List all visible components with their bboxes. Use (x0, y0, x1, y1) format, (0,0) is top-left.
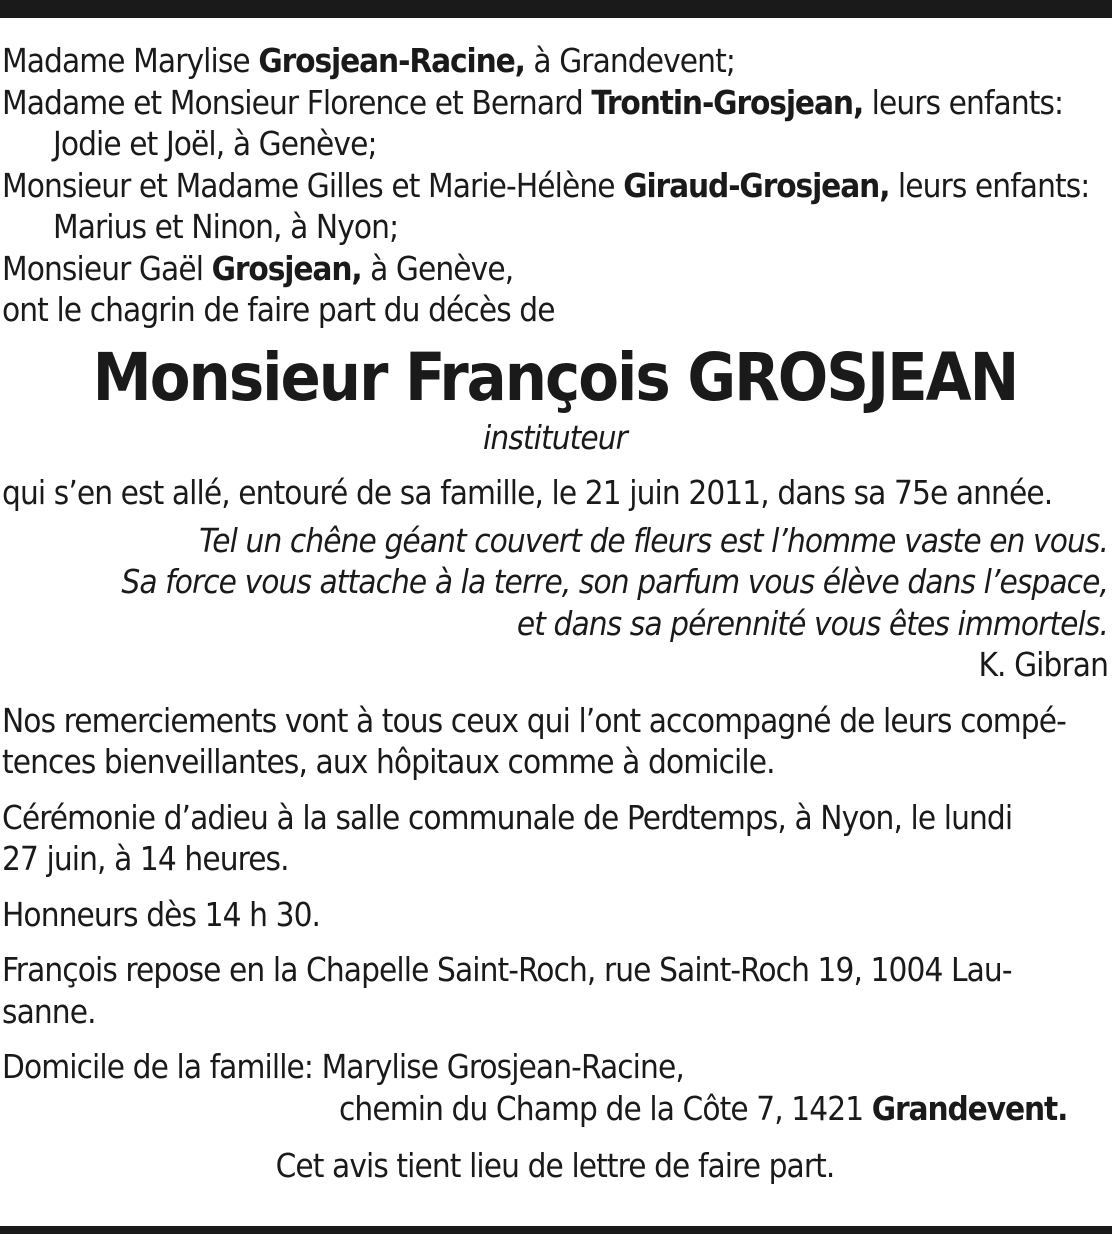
family-surname: Trontin-Grosjean, (591, 82, 864, 122)
death-announcement: qui s’en est allé, entouré de sa famille, le 21 juin 2011, dans sa 75e année. (2, 473, 1053, 512)
quote-line: Tel un chêne géant couvert de fleurs est l’homme vaste en vous. (199, 520, 1108, 560)
family-line (2, 82, 1108, 124)
address-name: Marylise Grosjean-Racine, (321, 1047, 684, 1086)
announcement-intro: ont le chagrin de faire part du décès de (2, 290, 555, 329)
family-children-line: Jodie et Joël, à Genève; (53, 124, 377, 163)
family-text: leurs enfants: (889, 165, 1090, 205)
ceremony-line: 27 juin, à 14 heures. (2, 839, 289, 878)
bottom-border-rule (0, 1226, 1112, 1234)
address-line (2, 1046, 1108, 1088)
repose-line: sanne. (2, 991, 96, 1031)
address-street: chemin du Champ de la Côte 7, 1421 (339, 1088, 872, 1128)
closing-note: Cet avis tient lieu de lettre de faire part. (275, 1146, 835, 1185)
family-text: leurs enfants: (863, 82, 1064, 122)
family-surname: Grosjean-Racine, (258, 41, 525, 80)
family-text: Madame et Monsieur Florence et Bernard (2, 82, 592, 122)
family-list (2, 40, 1108, 331)
deceased-profession: instituteur (483, 417, 627, 457)
family-text: à Grandevent; (524, 41, 735, 80)
ceremony-paragraph (2, 797, 1108, 880)
address-label: Domicile de la famille: (2, 1047, 322, 1086)
repose-paragraph (2, 949, 1108, 1032)
obituary-notice (2, 40, 1108, 1187)
quote-line: et dans sa pérennité vous êtes immortels. (516, 603, 1108, 643)
family-surname: Giraud-Grosjean, (623, 165, 890, 205)
family-text: Madame Marylise (2, 41, 259, 80)
family-line (2, 40, 1108, 82)
thanks-paragraph (2, 700, 1108, 783)
family-children-line: Marius et Ninon, à Nyon; (53, 207, 399, 246)
family-text: Monsieur Gaël (2, 248, 212, 288)
top-border-rule (0, 0, 1112, 18)
family-address (2, 1046, 1108, 1129)
repose-line: François repose en la Chapelle Saint-Roch, rue Saint-Roch 19, 1004 Lau- (2, 950, 1012, 989)
quote-block (2, 520, 1108, 645)
family-line (2, 165, 1108, 207)
address-town: Grandevent. (871, 1088, 1068, 1128)
family-line (2, 248, 1108, 290)
family-text: à Genève, (361, 248, 514, 288)
address-street-line (2, 1088, 1108, 1130)
ceremony-line: Cérémonie d’adieu à la salle communale de Perdtemps, à Nyon, le lundi (2, 797, 1013, 837)
family-text: Monsieur et Madame Gilles et Marie-Hélène (2, 165, 624, 205)
deceased-name: Monsieur François GROSJEAN (92, 338, 1018, 416)
honours-paragraph: Honneurs dès 14 h 30. (2, 894, 321, 934)
family-surname: Grosjean, (211, 248, 362, 288)
thanks-line: Nos remerciements vont à tous ceux qui l’ont accompagné de leurs compé- (2, 700, 1066, 740)
thanks-line: tences bienveillantes, aux hôpitaux comme à domicile. (2, 742, 775, 781)
quote-author: K. Gibran (978, 645, 1108, 684)
quote-line: Sa force vous attache à la terre, son parfum vous élève dans l’espace, (121, 562, 1108, 601)
